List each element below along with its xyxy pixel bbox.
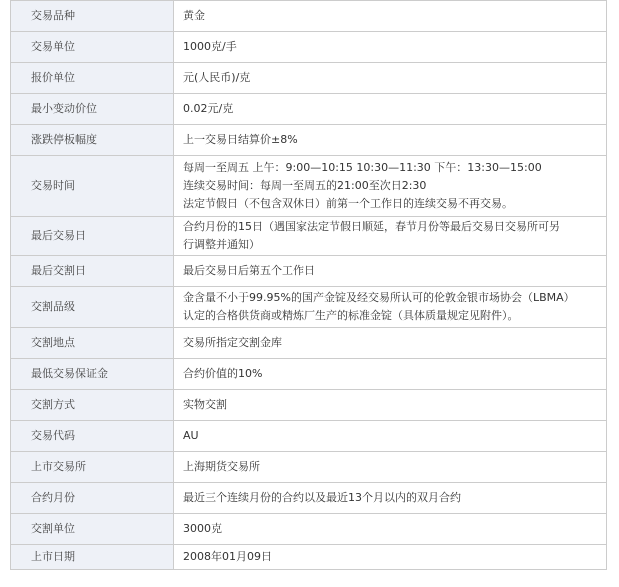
value-line: 1000克/手 [183,40,237,53]
row-value [174,32,607,63]
row-value [174,256,607,287]
row-label: 交易品种 [11,1,174,32]
row-label: 最低交易保证金 [11,359,174,390]
row-value [174,390,607,421]
row-label: 交割品级 [11,287,174,328]
value-line: 认定的合格供货商或精炼厂生产的标准金锭（具体质量规定见附件）。 [183,309,519,322]
table-row [11,125,607,156]
table-row [11,328,607,359]
table-row [11,1,607,32]
table-row [11,514,607,545]
row-label: 最后交割日 [11,256,174,287]
table-row [11,63,607,94]
value-line: 2008年01月09日 [183,550,272,563]
value-line: 元(人民币)/克 [183,71,251,84]
value-line: 最近三个连续月份的合约以及最近13个月以内的双月合约 [183,491,461,504]
row-label: 报价单位 [11,63,174,94]
value-line: 法定节假日（不包含双休日）前第一个工作日的连续交易不再交易。 [183,197,513,210]
table-row [11,452,607,483]
value-line: 每周一至周五 上午：9:00—10:15 10:30—11:30 下午：13:30—15:00 [183,161,542,174]
contract-spec-body [11,1,607,570]
value-line: 连续交易时间：每周一至周五的21:00至次日2:30 [183,179,427,192]
row-value [174,328,607,359]
row-value [174,1,607,32]
row-value [174,287,607,328]
table-row [11,217,607,256]
table-row [11,32,607,63]
row-label: 涨跌停板幅度 [11,125,174,156]
table-row [11,390,607,421]
table-row [11,483,607,514]
value-line: 上海期货交易所 [183,460,260,473]
value-line: 实物交割 [183,398,227,411]
contract-spec-table [10,0,607,570]
row-value [174,125,607,156]
value-line: 3000克 [183,522,222,535]
value-line: AU [183,429,199,442]
table-row [11,421,607,452]
row-label: 交割单位 [11,514,174,545]
table-row [11,545,607,570]
row-value [174,545,607,570]
value-line: 黄金 [183,9,205,22]
value-line: 最后交易日后第五个工作日 [183,264,315,277]
value-line: 交易所指定交割金库 [183,336,282,349]
row-label: 上市交易所 [11,452,174,483]
table-row [11,287,607,328]
table-row [11,359,607,390]
row-value [174,359,607,390]
row-value [174,514,607,545]
table-row [11,256,607,287]
row-value [174,217,607,256]
table-row [11,94,607,125]
row-label: 交易时间 [11,156,174,217]
row-value [174,63,607,94]
row-value [174,156,607,217]
value-line: 上一交易日结算价±8% [183,133,298,146]
row-label: 交易单位 [11,32,174,63]
row-value [174,452,607,483]
value-line: 合约月份的15日（遇国家法定节假日顺延，春节月份等最后交易日交易所可另 [183,220,560,233]
row-value [174,483,607,514]
row-label: 合约月份 [11,483,174,514]
row-label: 交割方式 [11,390,174,421]
value-line: 行调整并通知） [183,238,260,251]
value-line: 金含量不小于99.95%的国产金锭及经交易所认可的伦敦金银市场协会（LBMA） [183,291,575,304]
table-row [11,156,607,217]
row-label: 上市日期 [11,545,174,570]
row-label: 最小变动价位 [11,94,174,125]
row-label: 交易代码 [11,421,174,452]
row-label: 最后交易日 [11,217,174,256]
value-line: 合约价值的10% [183,367,263,380]
row-value [174,421,607,452]
value-line: 0.02元/克 [183,102,234,115]
row-label: 交割地点 [11,328,174,359]
row-value [174,94,607,125]
